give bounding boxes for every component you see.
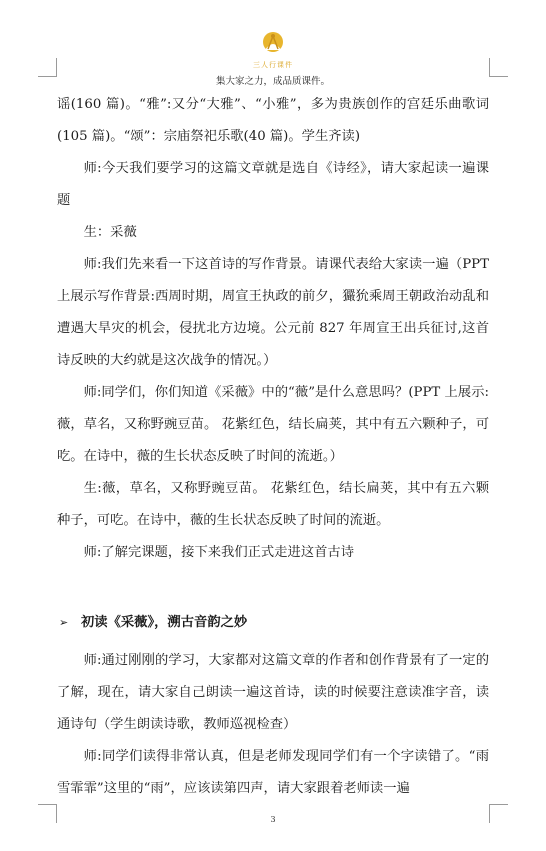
paragraph: 师:同学们读得非常认真，但是老师发现同学们有一个字读错了。“雨雪霏霏”这里的“雨”，应该读第四声，请大家跟着老师读一遍 [57,749,489,796]
paragraph: 师:了解完课题，接下来我们正式走进这首古诗 [83,545,355,560]
paragraph: 师:今天我们要学习的这篇文章就是选自《诗经》，请大家起读一遍课题 [57,161,489,208]
paragraph: 谣(160 篇)。“雅”:又分“大雅”、“小雅”，多为贵族创作的宫廷乐曲歌词(105 篇)。“颂”：宗庙祭祀乐歌(40 篇)。学生齐读) [57,97,489,144]
header-slogan: 集大家之力，成品质课件。 [215,76,330,87]
paragraph: 师:同学们，你们知道《采薇》中的“薇”是什么意思吗？(PPT 上展示:薇，草名，又称野豌豆苗。 花紫红色，结长扁荚，其中有五六颗种子，可吃。在诗中，薇的生长状态反映了时间的流逝。） [57,385,489,464]
page-header [0,30,546,87]
brand-name: 三人行课件 [253,61,293,69]
paragraph: 生:薇，草名，又称野豌豆苗。 花紫红色，结长扁荚，其中有五六颗种子，可吃。在诗中，薇的生长状态反映了时间的流逝。 [57,481,489,528]
section-heading-text: 初读《采薇》，溯古音韵之妙 [81,615,248,630]
section-heading [57,607,489,639]
paragraph: 生：采薇 [83,225,137,240]
page-number: 3 [270,815,276,824]
paragraph: 师:通过刚刚的学习，大家都对这篇文章的作者和创作背景有了一定的了解，现在，请大家自己朗读一遍这首诗，读的时候要注意读准字音，读通诗句（学生朗读诗歌，教师巡视检查） [57,653,489,732]
blank-line [57,569,489,601]
logo-icon [255,30,291,60]
document-body [57,89,489,805]
arrow-bullet-icon: ➢ [59,616,69,629]
paragraph: 师:我们先来看一下这首诗的写作背景。请课代表给大家读一遍（PPT 上展示写作背景:西周时期，周宣王执政的前夕，玁狁乘周王朝政治动乱和遭遇大旱灾的机会，侵扰北方边境。公元前 827 年周宣王出兵征讨,这首诗反映的大约就是这次战争的情况。） [57,257,489,368]
